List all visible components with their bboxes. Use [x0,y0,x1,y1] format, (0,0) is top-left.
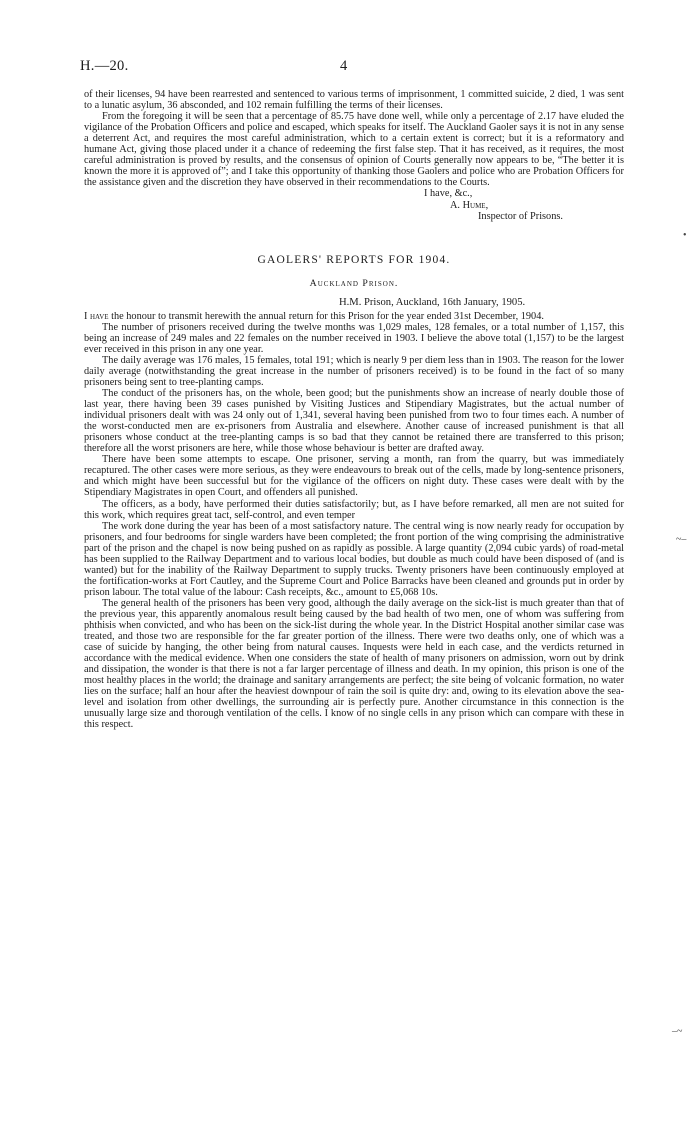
paragraph-prisoners-received: The number of prisoners received during the twelve months was 1,029 males, 128 females, or a total number of 1,157, this being an increase of 249 males and 22 females on the number received in 1903. I believe the above total (1,157) to be the largest ever received in this prison in any one year. [84,321,624,355]
paragraph-officers: The officers, as a body, have performed their duties satisfactorily; but, as I have before remarked, all men are not suited for this work, which requires great tact, self-control, and even temper [84,498,624,521]
paragraph-escapes: There have been some attempts to escape. One prisoner, serving a month, ran from the quarry, but was immediately recaptured. The other cases were more serious, as they were endeavours to break out of the cells, made by long-sentence prisoners, and which might have been successful but for the vigilance of the officers on night duty. These cases were dealt with by the Stipendiary Magistrates in open Court, and offenders all punished. [84,454,624,499]
subsection-heading: Auckland Prison. [309,277,399,289]
paragraph-foregoing-percentages: From the foregoing it will be seen that a percentage of 85.75 have done well, while only a percentage of 2.17 have eluded the vigilance of the Probation Officers and police and escaped, which speaks for itself. The Auckland Gaoler says it is not in any sense a deterrent Act, and requires the most careful administration, which to a certain extent is correct; but it is a reformatory and humane Act, giving those placed under it a chance of redeeming the first false step. That it has received, as it requires, the most careful administration is proved by results, and the consensus of opinion of Courts generally now appears to be, “The better it is known the more it is approved of”; and I take this opportunity of thanking those Gaolers and police who are Probation Officers for the assistance given and the discretion they have observed in their recommendations to the Courts. [84,111,624,189]
running-head [80,58,624,78]
opening-rest: the honour to transmit herewith the annual return for this Prison for the year ended 31st December, 1904. [108,310,544,322]
margin-dash-mark: ~– [676,534,687,545]
paragraph-licenses-continuation: of their licenses, 94 have been rearrested and sentenced to various terms of imprisonment, 1 committed suicide, 2 died, 1 was sent to a lunatic asylum, 36 absconded, and 102 remain fulfilling the terms of their licenses. [84,89,624,112]
closing-salutation: I have, &c., [424,188,473,200]
section-heading: GAOLERS' REPORTS FOR 1904. [257,253,451,266]
report-dateline: H.M. Prison, Auckland, 16th January, 1905. [339,296,526,308]
paragraph-conduct: The conduct of the prisoners has, on the whole, been good; but the punishments show an increase of nearly double those of last year, there having been 39 cases punished by Visiting Justices and Stipendiary Magistrates, but the actual number of individual prisoners dealt with was 24 only out of 1,341, several having been punished from two to four times each. A number of the worst-conducted men are ex-prisoners from Australia and elsewhere. Another cause of increased punishment is that all prisoners whose conduct at the tree-planting camps is so bad that they cannot be retained there are transferred to this prison; therefore all the worst prisoners are here, while those whose behaviour is better are drafted away. [84,388,624,455]
document-page [80,58,624,731]
opening-words: I have [84,310,109,322]
paragraph-work-done: The work done during the year has been of a most satisfactory nature. The central wing is now nearly ready for occupation by prisoners, and four bedrooms for single warders have been completed; the front portion of the wing comprising the administrative part of the prison and the chapel is now being pushed on as rapidly as possible. A large quantity (2,094 cubic yards) of road-metal has been supplied to the Railway Department and to various local bodies, but double as much could have been disposed of (and is wanted) but for the inability of the Railway Department to supply trucks. Twenty prisoners have been continuously employed at the fortification-works at Fort Cautley, and the Supreme Court and Police Barracks have been cleaned and grounds put in order by prison labour. The total value of the labour: Cash receipts, &c., amount to £5,068 10s. [84,520,624,598]
paragraph-opening [84,311,624,322]
margin-bullet-mark: • [683,230,687,241]
inspector-report-conclusion [84,89,624,188]
margin-dash-mark: –~ [672,1026,683,1037]
inspector-signature-block [84,188,624,221]
signatory-title: Inspector of Prisons. [478,210,563,222]
parliamentary-paper-reference: H.—20. [80,58,129,74]
page-number: 4 [340,58,348,74]
signatory-name: A. Hume, [450,199,489,211]
auckland-prison-report [84,311,624,731]
paragraph-health: The general health of the prisoners has been very good, although the daily average on the sick-list is much greater than that of the previous year, this apparently anomalous result being caused by the bad health of two men, one of whom was suffering from phthisis when convicted, and who has been on the sick-list during the whole year. In the District Hospital another similar case was treated, and those two are responsible for the far greater portion of the illness. There were two deaths only, one of which was a case of suicide by hanging, the other being from natural causes. Inquests were held in each case, and the verdicts returned in accordance with the medical evidence. When one considers the state of health of many prisoners on admission, worn out by drink and dissipation, the wonder is that there is not a far larger percentage of illness and death. In my opinion, this prison is one of the most healthy places in the world; the drainage and sanitary arrangements are perfect; the site being of volcanic formation, no water lies on the surface; half an hour after the heaviest downpour of rain the soil is quite dry: and, owing to its elevation above the sea-level and isolation from other dwellings, the surrounding air is perfectly pure. Another circumstance in this connection is the unusually large size and thorough ventilation of the cells. I know of no single cells in any prison which can compare with these in this respect. [84,597,624,731]
paragraph-daily-average: The daily average was 176 males, 15 females, total 191; which is nearly 9 per diem less than in 1903. The reason for the lower daily average (notwithstanding the great increase in the number of prisoners received) is to be found in the fact of so many prisoners being sent to tree-planting camps. [84,354,624,388]
